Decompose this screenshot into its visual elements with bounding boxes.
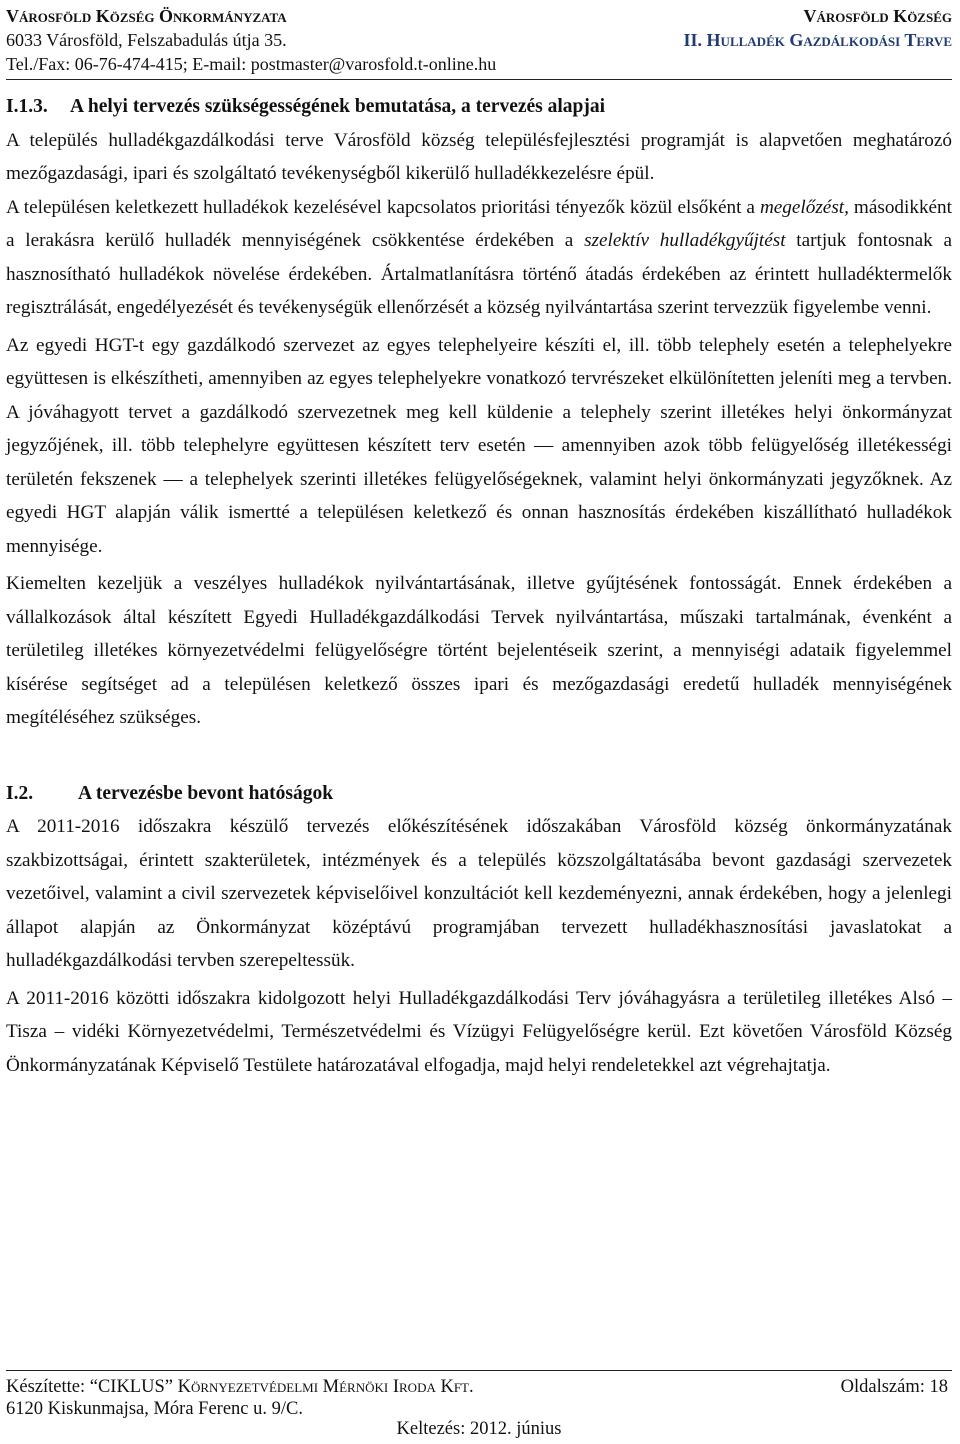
org-name: Városföld Község Önkormányzata [6, 6, 287, 26]
section-title: A tervezésbe bevont hatóságok [78, 782, 334, 804]
section-heading-1-2 [6, 777, 952, 811]
header-divider [6, 79, 952, 80]
emphasis-selective-collection: szelektív hulladékgyűjtést [584, 230, 786, 251]
footer-author [6, 1376, 474, 1398]
emphasis-prevention: megelőzést, [759, 196, 849, 218]
section-number: I.1.3. [6, 96, 48, 117]
doc-owner: Városföld Község [803, 6, 952, 26]
footer-divider [6, 1370, 952, 1371]
page-footer [6, 1370, 952, 1444]
paragraph-text: másodikként a lerakásra kerülő hulladék mennyiségének csökkentése érdekében a [6, 196, 952, 251]
footer-date: Keltezés: 2012. június [396, 1419, 562, 1439]
section-number: I.2. [6, 782, 34, 804]
doc-title: II. Hulladék Gazdálkodási Terve [683, 30, 952, 50]
author-name: “CIKLUS” Környezetvédelmi Mérnöki Iroda Kft. [89, 1377, 474, 1397]
section-heading-1-1-3 [6, 90, 952, 124]
org-address: 6033 Városföld, Felszabadulás útja 35. [6, 30, 287, 50]
paragraph-text: tartjuk fontosnak a hasznosítható hulladékok növelése érdekében. Ártalmatlanításra történő átadás érdekében az érintett hulladéktermelők regisztrálását, engedélyezését és tevékenységük ellenőrzését a község nyilvántartása szerint tervezzük figyelembe venni. [6, 230, 952, 318]
paragraph-intro: A település hulladékgazdálkodási terve Városföld község településfejlesztési programját is alapvetően meghatározó mezőgazdasági, ipari és szolgáltató tevékenységből kikerülő hulladékkezelésre épül. [6, 129, 952, 184]
page-header [6, 3, 952, 78]
org-contact: Tel./Fax: 06-76-474-415; E-mail: postmaster@varosfold.t-online.hu [6, 54, 497, 74]
paragraph-approval: A 2011-2016 közötti időszakra kidolgozott helyi Hulladékgazdálkodási Terv jóváhagyásra a területileg illetékes Alsó – Tisza – vidéki Környezetvédelmi, Természetvédelmi és Vízügyi Felügyelőségre kerül. Ezt követően Városföld Község Önkormányzatának Képviselő Testülete határozatával elfogadja, majd helyi rendeletekkel azt végrehajtatja. [6, 987, 952, 1076]
author-label: Készítette: [6, 1377, 86, 1397]
page-number: Oldalszám: 18 [840, 1377, 948, 1397]
paragraph-hgt: Az egyedi HGT-t egy gazdálkodó szervezet az egyes telephelyeire készíti el, ill. több telephely esetén a telephelyekre együttesen is elkészítheti, amennyiben az egyes telephelyekre vonatkozó tervrészeket elkülönítetten jeleníti meg a tervben. A jóváhagyott tervet a gazdálkodó szervezetnek meg kell küldenie a telephely szerint illetékes helyi önkormányzat jegyzőjének, ill. több telephelyre együttesen készített terv esetén — amennyiben azok több felügyelőség illetékességi területén fekszenek — a telephelyek szerinti illetékes felügyelőségeknek, valamint helyi önkormányzati jegyzőknek. Az egyedi HGT alapján válik ismertté a településen keletkező és onnan hasznosítás érdekében kiszállítható hulladékok mennyisége. [6, 334, 952, 557]
paragraph-priorities [6, 191, 952, 325]
footer-address: 6120 Kiskunmajsa, Móra Ferenc u. 9/C. [6, 1399, 303, 1419]
paragraph-consultation: A 2011-2016 időszakra készülő tervezés előkészítésének időszakában Városföld község önkormányzatának szakbizottságai, érintett szakterületek, intézmények és a település közszolgáltatásába bevont gazdasági szervezetek vezetőivel, valamint a civil szervezetek képviselőivel konzultációt kell kezdeményezni, annak érdekében, hogy a jelenlegi állapot alapján az Önkormányzat középtávú programjában tervezett hulladékhasznosítási javaslatokat a hulladékgazdálkodási tervben szerepeltessük. [6, 816, 952, 971]
paragraph-text: A településen keletkezett hulladékok kezelésével kapcsolatos prioritási tényezők közül elsőként a [6, 196, 760, 218]
paragraph-hazardous: Kiemelten kezeljük a veszélyes hulladékok nyilvántartásának, illetve gyűjtésének fontosságát. Ennek érdekében a vállalkozások által készített Egyedi Hulladékgazdálkodási Tervek nyilvántartása, műszaki tartalmának, évenként a területileg illetékes környezetvédelmi felügyelőségre történt bejelentéseik szerint, a mennyiségi adataik figyelemmel kísérése segítséget ad a településen keletkező összes ipari és mezőgazdasági eredetű hulladék mennyiségének megítéléséhez szükséges. [6, 573, 952, 728]
document-body [6, 90, 952, 1082]
section-title: A helyi tervezés szükségességének bemutatása, a tervezés alapjai [70, 96, 606, 117]
